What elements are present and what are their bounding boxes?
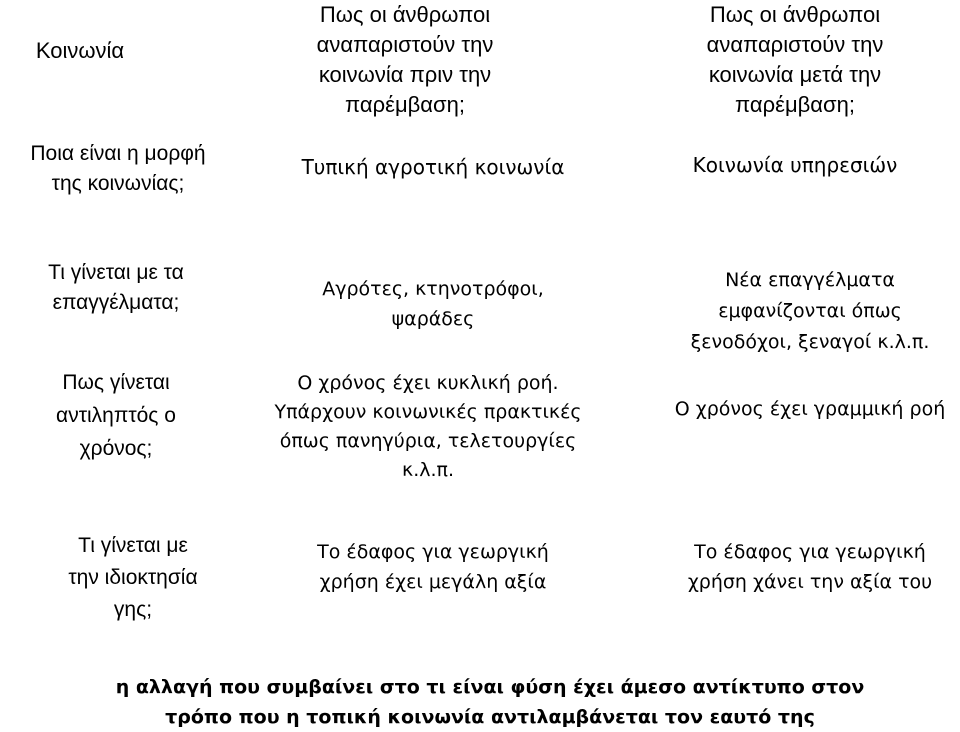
row-before-land-ownership: Το έδαφος για γεωργική χρήση έχει μεγάλη αξία: [317, 541, 549, 593]
row-before-time: Ο χρόνος έχει κυκλική ροή. Υπάρχουν κοινωνικές πρακτικές όπως πανηγύρια, τελετουργίες κ.λ.π.: [274, 372, 582, 481]
row-after-land-ownership: Το έδαφος για γεωργική χρήση χάνει την αξία του: [687, 541, 933, 593]
header-society: Κοινωνία: [35, 38, 125, 63]
conclusion-text: η αλλαγή που συμβαίνει στο τι είναι φύση έχει άμεσο αντίκτυπο στον τρόπο που η τοπική κοινωνία αντιλαμβάνεται τον εαυτό της: [115, 676, 865, 728]
row-question-professions: Τι γίνεται με τα επαγγέλματα;: [48, 261, 184, 314]
row-question-land-ownership: Τι γίνεται με την ιδιοκτησία γης;: [68, 534, 198, 621]
row-after-professions: Νέα επαγγέλματα εμφανίζονται όπως ξενοδόχοι, ξεναγοί κ.λ.π.: [690, 269, 930, 353]
row-question-society-form: Ποια είναι η μορφή της κοινωνίας;: [30, 142, 206, 195]
header-after-intervention: Πως οι άνθρωποι αναπαριστούν την κοινωνία μετά την παρέμβαση;: [706, 2, 884, 117]
row-after-society-form: Κοινωνία υπηρεσιών: [692, 153, 898, 177]
row-before-society-form: Τυπική αγροτική κοινωνία: [301, 155, 565, 179]
header-before-intervention: Πως οι άνθρωποι αναπαριστούν την κοινωνία πριν την παρέμβαση;: [316, 2, 494, 117]
row-before-professions: Αγρότες, κτηνοτρόφοι, ψαράδες: [322, 278, 544, 330]
row-after-time: Ο χρόνος έχει γραμμική ροή: [674, 398, 946, 420]
row-question-time: Πως γίνεται αντιληπτός ο χρόνος;: [56, 371, 176, 460]
